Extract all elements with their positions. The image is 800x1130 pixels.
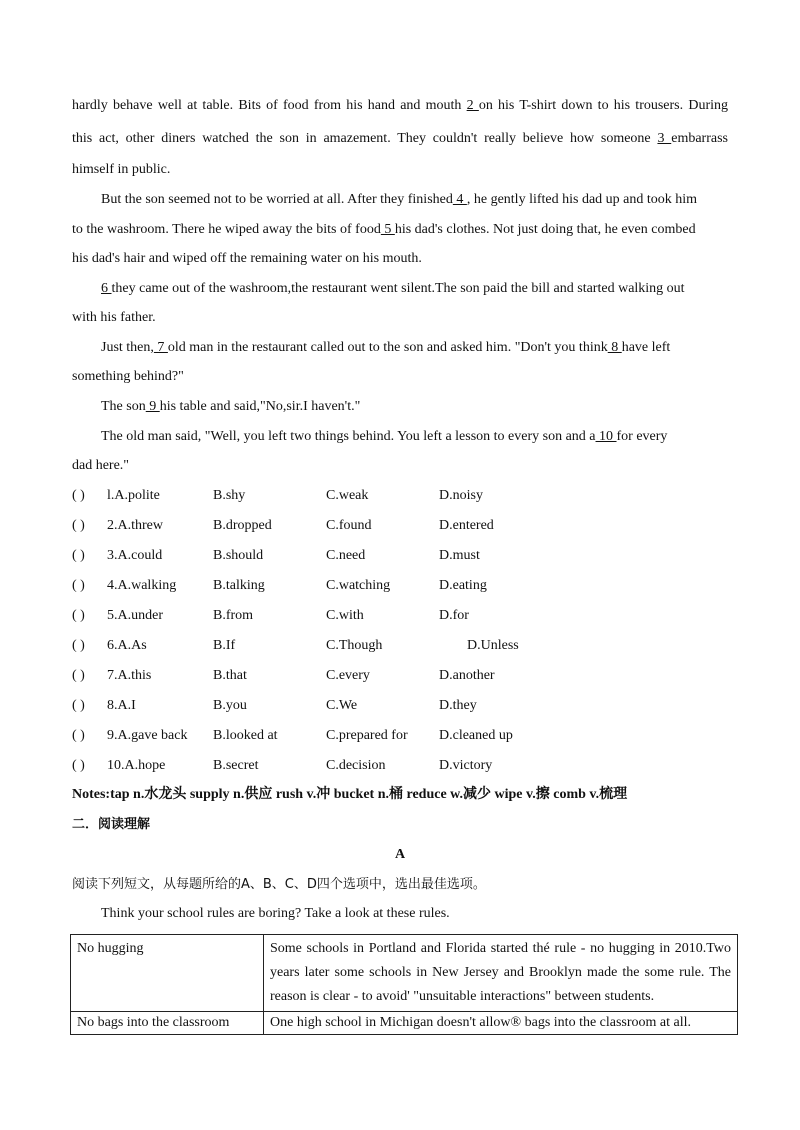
option-d: D.noisy — [439, 488, 483, 503]
option-d: D.cleaned up — [439, 728, 513, 743]
blank-5: 5 — [380, 222, 395, 237]
blank-3: 3 — [657, 131, 672, 146]
passage-line: The son 9 his table and said,"No,sir.I haven't." — [101, 399, 361, 414]
answer-bracket: ( ) — [72, 698, 85, 713]
option-a: 10.A.hope — [107, 758, 166, 773]
option-d: D.they — [439, 698, 477, 713]
blank-9: 9 — [145, 399, 160, 414]
option-row — [72, 547, 732, 565]
passage-line: But the son seemed not to be worried at all. After they finished 4 , he gently lifted his dad up and took him — [101, 192, 698, 207]
passage-line: hardly behave well at table. Bits of food from his hand and mouth 2 on his T-shirt down to his trousers. During — [72, 98, 728, 113]
option-row — [72, 757, 732, 775]
answer-bracket: ( ) — [72, 578, 85, 593]
option-c: C.decision — [326, 758, 386, 773]
option-row — [72, 577, 732, 595]
rule-description: Some schools in Portland and Florida started thé rule - no hugging in 2010.Two years later some schools in New Jersey and Brooklyn made the some rule. The reason is clear - to avoid' "unsuitable interactions" between students. — [264, 935, 738, 1012]
option-c: C.We — [326, 698, 358, 713]
option-b: B.looked at — [213, 728, 278, 743]
option-b: B.If — [213, 638, 236, 653]
blank-2: 2 — [466, 98, 479, 113]
option-row — [72, 667, 732, 685]
answer-bracket: ( ) — [72, 608, 85, 623]
option-c: C.with — [326, 608, 364, 623]
rule-name: No hugging — [71, 935, 264, 1012]
option-d: D.eating — [439, 578, 487, 593]
vocabulary-notes: Notes:tap n.水龙头 supply n.供应 rush v.冲 bucket n.桶 reduce w.减少 wipe v.擦 comb v.梳理 — [72, 787, 628, 802]
answer-bracket: ( ) — [72, 668, 85, 683]
option-a: 6.A.As — [107, 638, 147, 653]
option-b: B.shy — [213, 488, 246, 503]
option-row — [72, 727, 732, 745]
table-row — [71, 935, 738, 1012]
option-a: 2.A.threw — [107, 518, 163, 533]
passage-line: his dad's hair and wiped off the remaining water on his mouth. — [72, 251, 422, 266]
option-d: D.must — [439, 548, 480, 563]
option-a: 8.A.I — [107, 698, 136, 713]
rule-description: One high school in Michigan doesn't allow® bags into the classroom at all. — [264, 1012, 738, 1035]
answer-bracket: ( ) — [72, 638, 85, 653]
blank-4: 4 — [452, 192, 467, 207]
answer-bracket: ( ) — [72, 758, 85, 773]
rules-table — [70, 934, 738, 1035]
table-row — [71, 1012, 738, 1035]
option-b: B.secret — [213, 758, 259, 773]
passage-line: 6 they came out of the washroom,the restaurant went silent.The son paid the bill and started walking out — [101, 281, 685, 296]
passage-line: this act, other diners watched the son in amazement. They couldn't really believe how someone 3 embarrass — [72, 131, 728, 146]
option-c: C.watching — [326, 578, 391, 593]
option-c: C.prepared for — [326, 728, 408, 743]
option-d: D.victory — [439, 758, 493, 773]
blank-10: 10 — [595, 429, 617, 444]
option-a: 3.A.could — [107, 548, 163, 563]
option-b: B.dropped — [213, 518, 272, 533]
passage-line: The old man said, "Well, you left two things behind. You left a lesson to every son and a 10 for every — [101, 429, 668, 444]
option-c: C.found — [326, 518, 372, 533]
option-d: D.another — [439, 668, 495, 683]
instruction: 阅读下列短文，从每题所给的A、B、C、D四个选项中，选出最佳选项。 — [72, 877, 486, 892]
option-row — [72, 697, 732, 715]
answer-bracket: ( ) — [72, 728, 85, 743]
passage-line: with his father. — [72, 310, 156, 325]
passage-line: to the washroom. There he wiped away the bits of food 5 his dad's clothes. Not just doing that, he even combed — [72, 222, 696, 237]
passage-line: something behind?" — [72, 369, 184, 384]
intro-text: Think your school rules are boring? Take a look at these rules. — [101, 906, 450, 921]
section-heading: 二．阅读理解 — [72, 817, 151, 832]
answer-bracket: ( ) — [72, 518, 85, 533]
option-d: D.for — [439, 608, 469, 623]
option-a: 9.A.gave back — [107, 728, 188, 743]
part-label: A — [394, 847, 406, 862]
blank-8: 8 — [607, 340, 622, 355]
option-row — [72, 517, 732, 535]
passage-line: Just then, 7 old man in the restaurant called out to the son and asked him. "Don't you think 8 have left — [101, 340, 671, 355]
blank-7: 7 — [153, 340, 168, 355]
option-a: 5.A.under — [107, 608, 163, 623]
option-d: D.Unless — [467, 638, 519, 653]
option-b: B.should — [213, 548, 264, 563]
rule-name: No bags into the classroom — [71, 1012, 264, 1035]
option-c: C.every — [326, 668, 370, 683]
option-b: B.from — [213, 608, 254, 623]
option-row — [72, 607, 732, 625]
answer-bracket: ( ) — [72, 548, 85, 563]
option-row — [72, 487, 732, 505]
option-row — [72, 637, 732, 655]
passage-line: dad here." — [72, 458, 130, 473]
option-c: C.weak — [326, 488, 369, 503]
option-c: C.Though — [326, 638, 383, 653]
option-b: B.that — [213, 668, 247, 683]
blank-6: 6 — [101, 281, 112, 296]
passage-line: himself in public. — [72, 162, 171, 177]
option-b: B.you — [213, 698, 247, 713]
option-d: D.entered — [439, 518, 494, 533]
option-c: C.need — [326, 548, 366, 563]
option-a: 7.A.this — [107, 668, 152, 683]
option-a: 4.A.walking — [107, 578, 177, 593]
option-b: B.talking — [213, 578, 265, 593]
answer-bracket: ( ) — [72, 488, 85, 503]
option-a: l.A.polite — [107, 488, 160, 503]
